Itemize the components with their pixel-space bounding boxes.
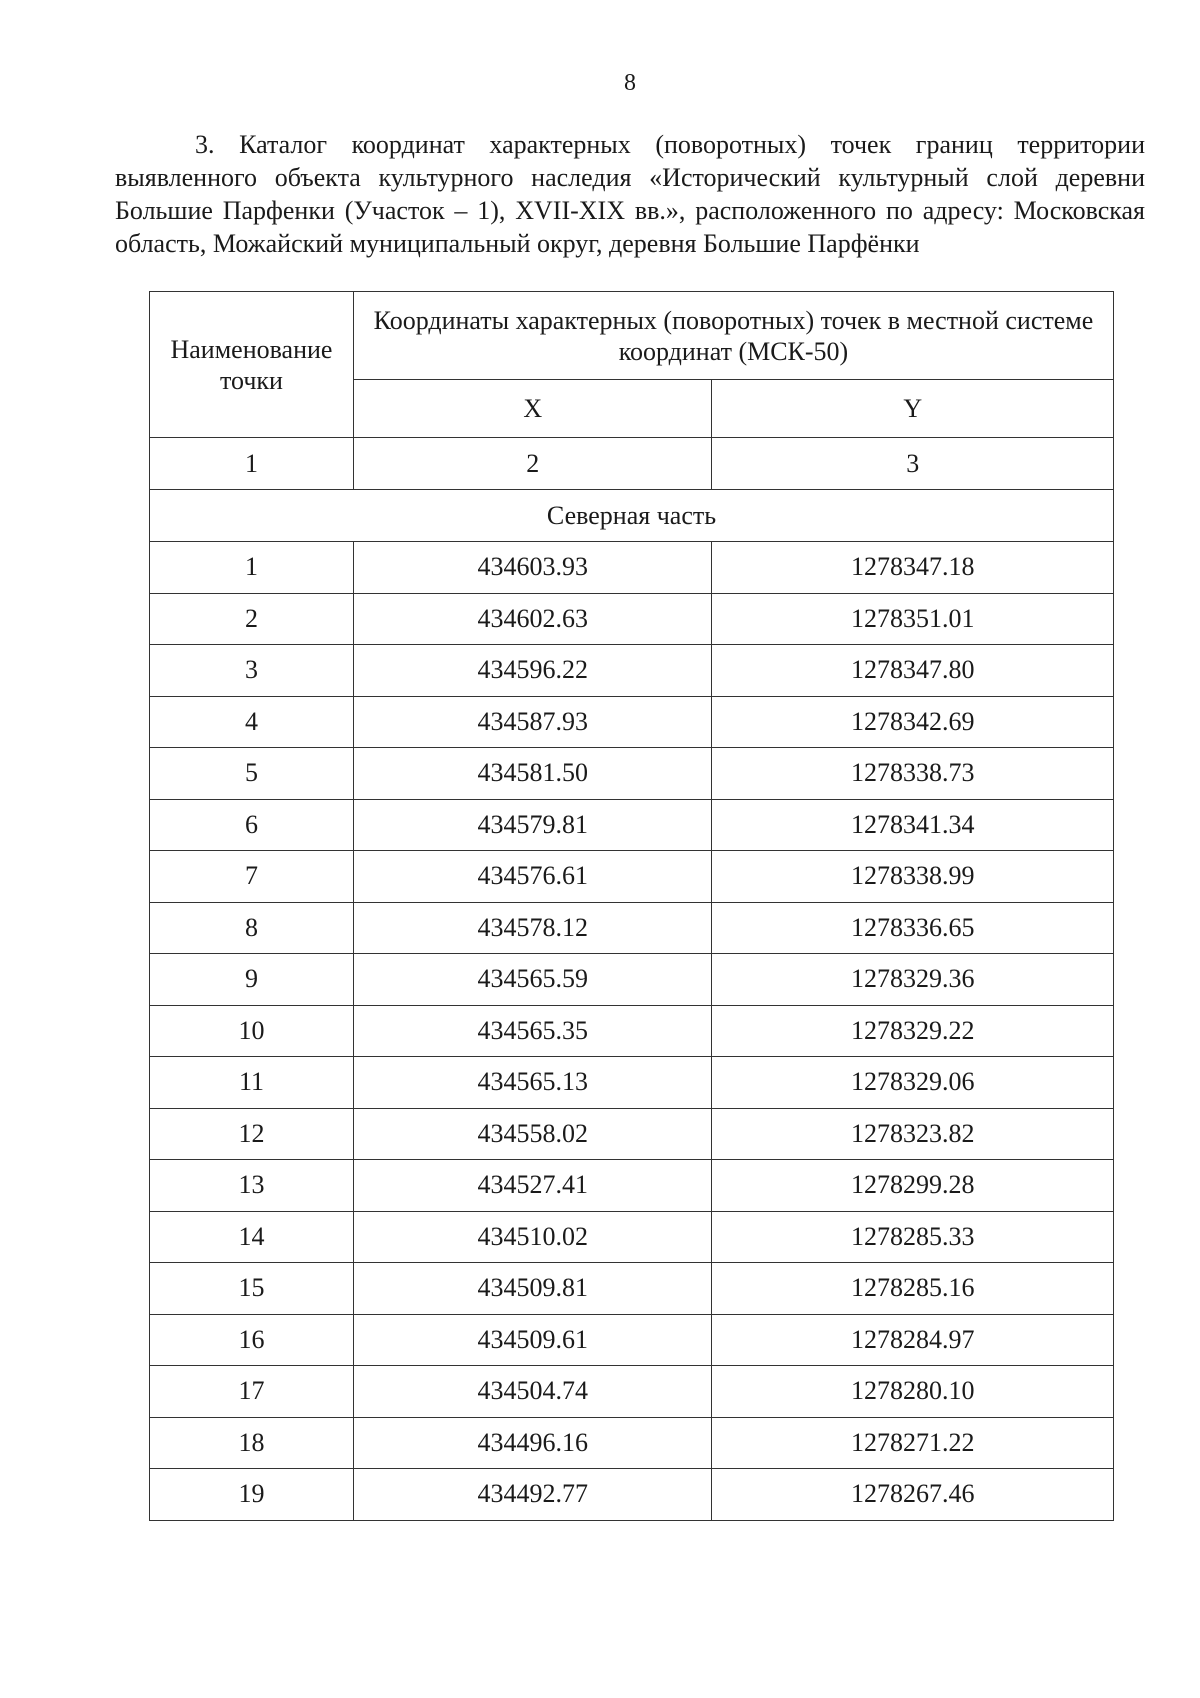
y-coordinate-cell: 1278271.22 [712,1417,1114,1469]
table-row [150,1057,1114,1109]
point-name-cell: 8 [150,902,354,954]
table-row [150,1211,1114,1263]
x-coordinate-cell: 434558.02 [353,1108,712,1160]
y-coordinate-cell: 1278329.36 [712,954,1114,1006]
header-point-name: Наименование точки [150,292,354,438]
point-name-cell: 15 [150,1263,354,1315]
y-coordinate-cell: 1278284.97 [712,1314,1114,1366]
y-coordinate-cell: 1278336.65 [712,902,1114,954]
x-coordinate-cell: 434579.81 [353,799,712,851]
header-x: X [353,380,712,438]
page-number: 8 [624,70,636,96]
point-name-cell: 10 [150,1005,354,1057]
point-name-cell: 14 [150,1211,354,1263]
x-coordinate-cell: 434602.63 [353,593,712,645]
column-number: 2 [353,438,712,490]
x-coordinate-cell: 434509.81 [353,1263,712,1315]
x-coordinate-cell: 434578.12 [353,902,712,954]
table-row [150,1005,1114,1057]
header-y: Y [712,380,1114,438]
x-coordinate-cell: 434504.74 [353,1366,712,1418]
point-name-cell: 9 [150,954,354,1006]
header-coordinates: Координаты характерных (поворотных) точек в местной системе координат (МСК-50) [353,292,1113,380]
point-name-cell: 3 [150,645,354,697]
point-name-cell: 7 [150,851,354,903]
point-name-cell: 13 [150,1160,354,1212]
point-name-cell: 18 [150,1417,354,1469]
table-row [150,748,1114,800]
table-row [150,1417,1114,1469]
table-row [150,593,1114,645]
y-coordinate-cell: 1278285.16 [712,1263,1114,1315]
table-row [150,696,1114,748]
table-row [150,1160,1114,1212]
x-coordinate-cell: 434596.22 [353,645,712,697]
table-row [150,542,1114,594]
point-name-cell: 1 [150,542,354,594]
x-coordinate-cell: 434587.93 [353,696,712,748]
point-name-cell: 4 [150,696,354,748]
y-coordinate-cell: 1278347.18 [712,542,1114,594]
point-name-cell: 19 [150,1469,354,1521]
x-coordinate-cell: 434565.59 [353,954,712,1006]
y-coordinate-cell: 1278329.06 [712,1057,1114,1109]
y-coordinate-cell: 1278299.28 [712,1160,1114,1212]
x-coordinate-cell: 434509.61 [353,1314,712,1366]
x-coordinate-cell: 434527.41 [353,1160,712,1212]
point-name-cell: 2 [150,593,354,645]
table-row [150,851,1114,903]
x-coordinate-cell: 434492.77 [353,1469,712,1521]
x-coordinate-cell: 434510.02 [353,1211,712,1263]
x-coordinate-cell: 434603.93 [353,542,712,594]
y-coordinate-cell: 1278329.22 [712,1005,1114,1057]
y-coordinate-cell: 1278338.73 [712,748,1114,800]
y-coordinate-cell: 1278342.69 [712,696,1114,748]
y-coordinate-cell: 1278280.10 [712,1366,1114,1418]
point-name-cell: 6 [150,799,354,851]
table-row [150,1366,1114,1418]
column-number: 1 [150,438,354,490]
y-coordinate-cell: 1278351.01 [712,593,1114,645]
point-name-cell: 16 [150,1314,354,1366]
x-coordinate-cell: 434581.50 [353,748,712,800]
y-coordinate-cell: 1278347.80 [712,645,1114,697]
point-name-cell: 5 [150,748,354,800]
point-name-cell: 12 [150,1108,354,1160]
table-row [150,1469,1114,1521]
y-coordinate-cell: 1278323.82 [712,1108,1114,1160]
x-coordinate-cell: 434496.16 [353,1417,712,1469]
table-row [150,902,1114,954]
column-number: 3 [712,438,1114,490]
table-row [150,799,1114,851]
point-name-cell: 11 [150,1057,354,1109]
table-row [150,1108,1114,1160]
x-coordinate-cell: 434565.13 [353,1057,712,1109]
table-row [150,1314,1114,1366]
x-coordinate-cell: 434565.35 [353,1005,712,1057]
table-row [150,1263,1114,1315]
x-coordinate-cell: 434576.61 [353,851,712,903]
y-coordinate-cell: 1278338.99 [712,851,1114,903]
y-coordinate-cell: 1278341.34 [712,799,1114,851]
coordinates-table [149,291,1114,1521]
section-title: Северная часть [150,490,1114,542]
y-coordinate-cell: 1278267.46 [712,1469,1114,1521]
y-coordinate-cell: 1278285.33 [712,1211,1114,1263]
table-row [150,645,1114,697]
catalog-intro-paragraph: 3. Каталог координат характерных (поворотных) точек границ территории выявленного объекта культурного наследия «Исторический культурный слой деревни Большие Парфенки (Участок – 1), XVII-XIX вв.», расположенного по адресу: Московская область, Можайский муниципальный округ, деревня Большие Парфёнки [115,130,1145,258]
table-row [150,954,1114,1006]
point-name-cell: 17 [150,1366,354,1418]
